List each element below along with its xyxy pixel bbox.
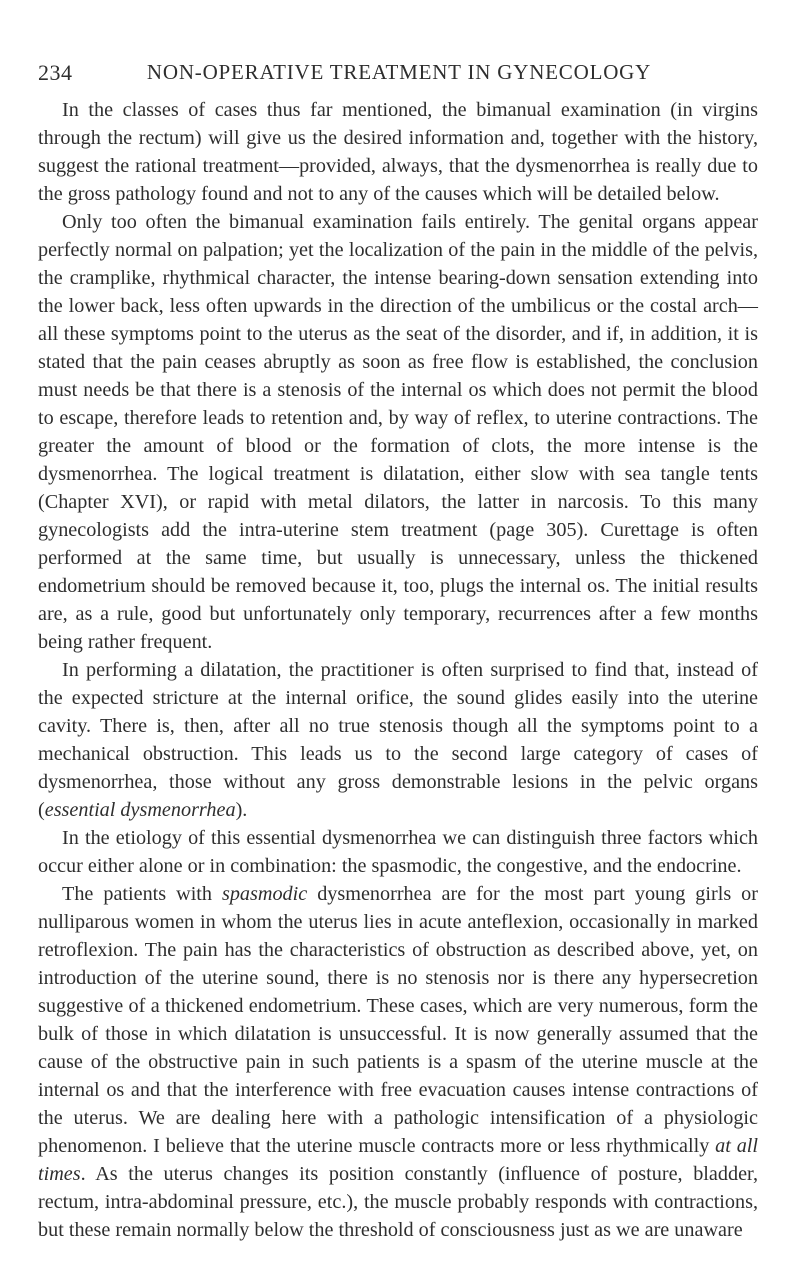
running-head: NON-OPERATIVE TREATMENT IN GYNECOLOGY [146, 60, 652, 84]
body-text [38, 96, 758, 1244]
paragraph: In the etiology of this essential dysmenorrhea we can distinguish three factors which occur either alone or in combination: the spasmodic, the congestive, and the endocrine. [38, 827, 758, 877]
page-header [38, 58, 760, 88]
paragraph: Only too often the bimanual examination fails entirely. The genital organs appear perfectly normal on palpation; yet the localization of the pain in the middle of the pelvis, the cramplike, rhythmical character, the intense bearing-down sensation extending into the lower back, less often upwards in the direction of the umbilicus or the costal arch—all these symptoms point to the uterus as the seat of the disorder, and if, in addition, it is stated that the pain ceases abruptly as soon as free flow is established, the conclusion must needs be that there is a stenosis of the internal os which does not permit the blood to escape, therefore leads to retention and, by way of reflex, to uterine contractions. The greater the amount of blood or the formation of clots, the more intense is the dysmenorrhea. The logical treatment is dilatation, either slow with sea tangle tents (Chapter XVI), or rapid with metal dilators, the latter in narcosis. To this many gynecologists add the intra-uterine stem treatment (page 305). Curettage is often performed at the same time, but usually is unnecessary, unless the thickened endometrium should be removed because it, too, plugs the internal os. The initial results are, as a rule, good but unfortunately only temporary, recurrences after a few months being rather frequent. [38, 211, 758, 653]
paragraph: In performing a dilatation, the practitioner is often surprised to find that, instead of the expected stricture at the internal orifice, the sound glides easily into the uterine cavity. There is, then, after all no true stenosis though all the symptoms point to a mechanical obstruction. This leads us to the second large category of cases of dysmenorrhea, those without any gross demonstrable lesions in the pelvic organs (essential dysmenorrhea). [38, 659, 758, 821]
italic-term: at all times [38, 1135, 759, 1185]
italic-term: essential dysmenorrhea [44, 799, 236, 821]
paragraph: The patients with spasmodic dysmenorrhea are for the most part young girls or nulliparous women in whom the uterus lies in acute anteflexion, occasionally in marked retroflexion. The pain has the characteristics of obstruction as described above, yet, on introduction of the uterine sound, there is no stenosis nor is there any hypersecretion suggestive of a thickened endometrium. These cases, which are very numerous, form the bulk of those in which dilatation is unsuccessful. It is now generally assumed that the cause of the obstructive pain in such patients is a spasm of the uterine muscle at the internal os and that the interference with free evacuation causes intense contractions of the uterus. We are dealing here with a pathologic intensification of a physiologic phenomenon. I believe that the uterine muscle contracts more or less rhythmically at all times. As the uterus changes its position constantly (influence of posture, bladder, rectum, intra-abdominal pressure, etc.), the muscle probably responds with contractions, but these remain normally below the threshold of consciousness just as we are unaware [38, 883, 759, 1241]
italic-term: spasmodic [221, 883, 308, 905]
page-number: 234 [38, 60, 73, 85]
paragraph: In the classes of cases thus far mentioned, the bimanual examination (in virgins through the rectum) will give us the desired information and, together with the history, suggest the rational treatment—provided, always, that the dysmenorrhea is really due to the gross pathology found and not to any of the causes which will be detailed below. [38, 99, 758, 205]
